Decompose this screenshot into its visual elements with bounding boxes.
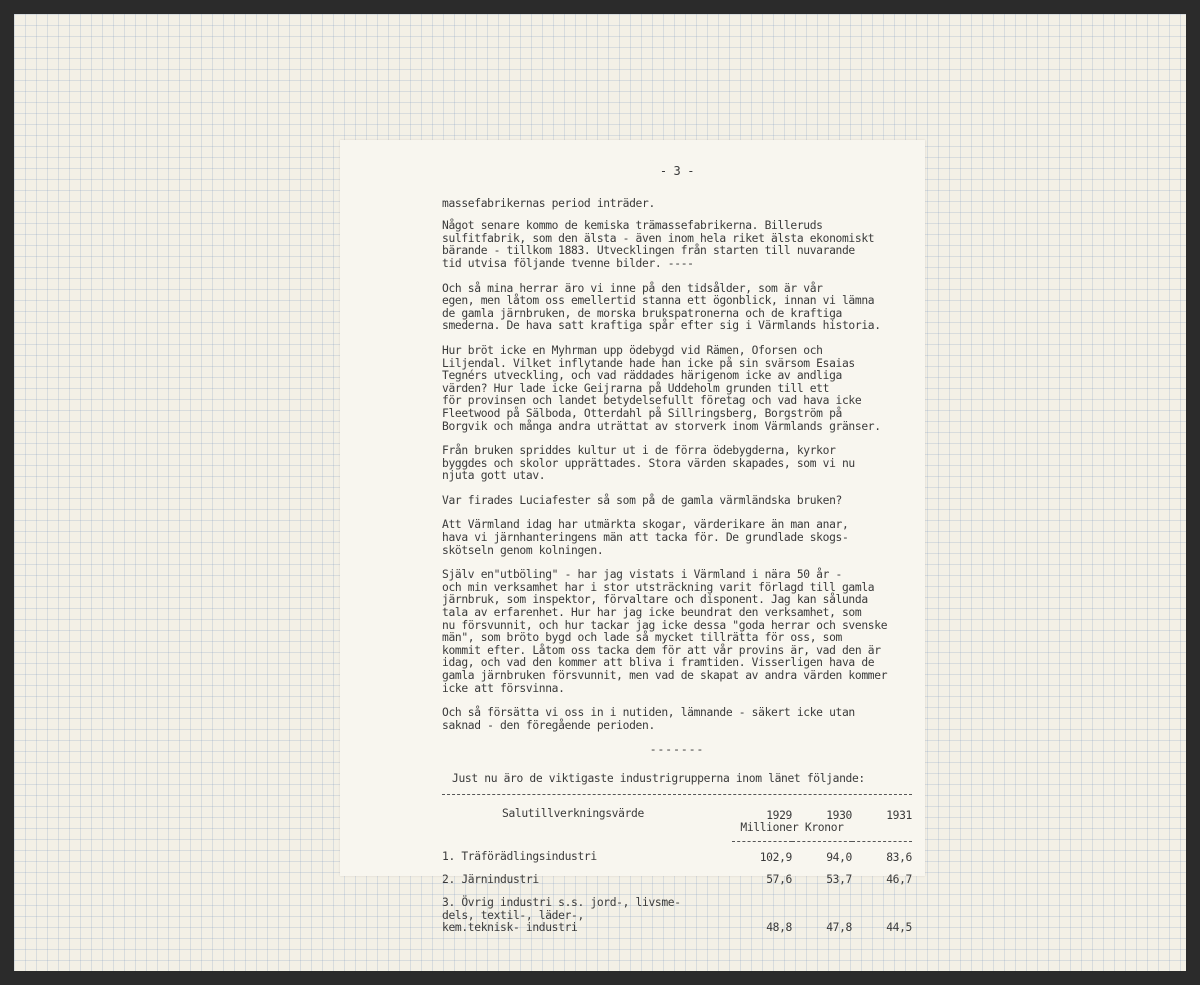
page-number: - 3 - [659,164,695,178]
table-row [442,841,912,864]
value-cell: 57,6 [766,873,792,887]
paragraph: Var firades Luciafester så som på de gamla värmländska bruken? [442,493,842,507]
document-body [442,165,912,935]
paragraph: massefabrikernas period inträder. [442,196,655,210]
paragraph: Hur bröt icke en Myhrman upp ödebygd vid Rämen, Oforsen och Liljendal. Vilket inflytande hade han icke på sin svärsom Esaias Tegnérs utveckling, och vad räddades härigenom icke av andliga värden? Hur lade icke Geijrarna på Uddeholm grunden till ett för provinsen och landet betydelsefullt företag och vad hava icke Fleetwood på Sälboda, Otterdahl på Sillringsberg, Borgström på Borgvik och många andra uträttat av storverk inom Värmlands gränser. [442,343,881,433]
table-row [442,864,912,887]
year-header: 1929 [766,808,792,822]
table-row [442,887,912,935]
unit-label: Millioner Kronor [732,822,852,841]
row-label: 2. Järnindustri [442,873,539,887]
paragraph: Från bruken spriddes kultur ut i de förra ödebygderna, kyrkor byggdes och skolor upprättades. Stora värden skapades, som vi nu njuta gott utav. [442,444,855,483]
value-cell: 53,7 [826,873,852,887]
column-header-label: Salutillverkningsvärde [502,806,644,820]
paragraph: Att Värmland idag har utmärkta skogar, värderikare än man anar, hava vi järnhanteringens män att tacka för. De grundlade skogs- skötseln genom kolningen. [442,518,849,557]
value-cell: 44,5 [886,921,912,935]
paragraph: Själv en"utböling" - har jag vistats i Värmland i nära 50 år - och min verksamhet har i stor utsträckning varit förlagd till gamla järnbruk, som inspektor, förvaltare och disponent. Jag kan sålunda tala av erfarenhet. Hur har jag icke beundrat den verksamhet, som nu försvunnit, och hur tackar jag icke dessa "goda herrar och svenske män", som bröto bygd och lade så mycket tillrätta för oss, som kommit efter. Låtom oss tacka dem för att vår provins är, vad den är idag, och vad den kommer att bliva i framtiden. Visserligen hava de gamla järnbruken försvunnit, men vad de skapat av andra värden kommer icke att försvinna. [442,568,888,695]
industry-table [442,798,912,935]
section-divider: ------- [649,743,705,757]
table-top-rule [442,794,912,795]
row-label: 1. Träförädlingsindustri [442,850,597,864]
value-cell: 102,9 [759,850,792,864]
table-intro: Just nu äro de viktigaste industrigrupperna inom länet följande: [452,771,865,785]
paragraph: Och så försätta vi oss in i nutiden, lämnande - säkert icke utan saknad - den föregående perioden. [442,706,855,732]
value-cell: 48,8 [766,921,792,935]
year-header: 1931 [886,808,912,822]
value-cell: 94,0 [826,850,852,864]
year-header: 1930 [826,808,852,822]
value-cell: 83,6 [886,850,912,864]
table-header-row [442,798,912,823]
value-cell: 46,7 [886,873,912,887]
paragraph: Och så mina herrar äro vi inne på den tidsålder, som är vår egen, men låtom oss emellertid stanna ett ögonblick, innan vi lämna de gamla järnbruken, de morska brukspatronerna och de kraftiga smederna. De hava satt kraftiga spår efter sig i Värmlands historia. [442,281,881,333]
unit-row [442,822,912,841]
paragraph: Något senare kommo de kemiska trämassefabrikerna. Billeruds sulfitfabrik, som den älsta - även inom hela riket älsta ekonomiskt bärande - tillkom 1883. Utvecklingen från starten till nuvarande tid utvisa följande tvenne bilder. ---- [442,219,875,270]
value-cell: 47,8 [826,921,852,935]
row-label: 3. Övrig industri s.s. jord-, livsme- dels, textil-, läder-, kem.teknisk- industri [442,895,681,935]
